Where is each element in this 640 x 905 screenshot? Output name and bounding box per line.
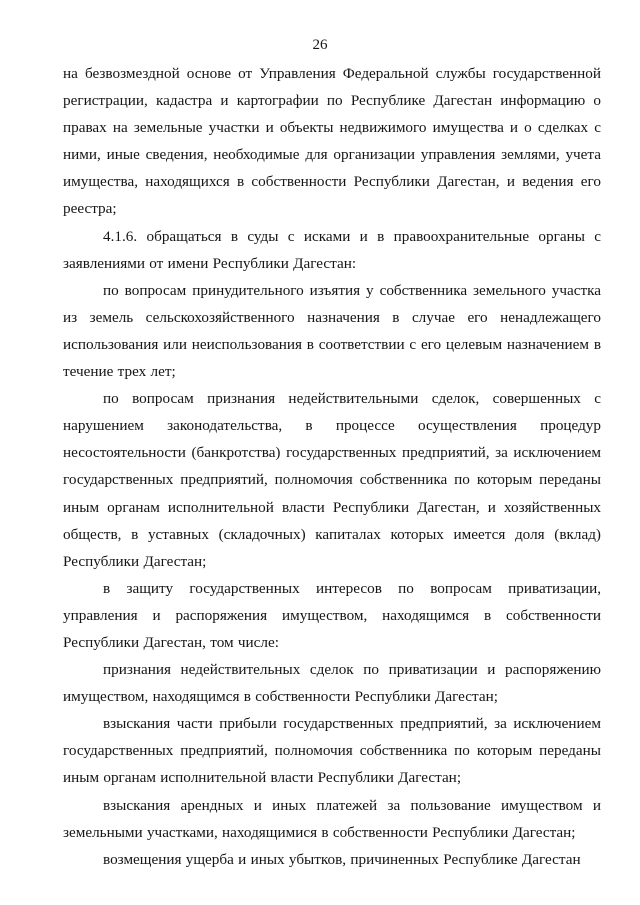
paragraph: на безвозмездной основе от Управления Федеральной службы государственной регистрации, кадастра и картографии по Республике Дагестан информацию о правах на земельные участки и объекты недвижимого имущества и о сделках с ними, иные сведения, необходимые для организации управления землями, учета имущества, находящихся в собственности Республики Дагестан, и ведения его реестра; [63, 65, 601, 218]
paragraph: 4.1.6. обращаться в суды с исками и в правоохранительные органы с заявлениями от имени Республики Дагестан: [63, 227, 601, 272]
paragraph: по вопросам признания недействительными сделок, совершенных с нарушением законодательства, в процессе осуществления процедур несостоятельности (банкротства) государственных предприятий, за исключением государственных предприятий, полномочия собственника по которым переданы иным органам исполнительной власти Республики Дагестан, и хозяйственных обществ, в уставных (складочных) капиталах которых имеется доля (вклад) Республики Дагестан; [63, 390, 601, 570]
paragraph: признания недействительных сделок по приватизации и распоряжению имуществом, находящимся в собственности Республики Дагестан; [63, 661, 601, 706]
paragraph: возмещения ущерба и иных убытков, причиненных Республике Дагестан [103, 850, 581, 868]
document-body [63, 60, 601, 873]
paragraph: взыскания части прибыли государственных предприятий, за исключением государственных предприятий, полномочия собственника по которым переданы иным органам исполнительной власти Республики Дагестан; [63, 715, 601, 787]
paragraph: по вопросам принудительного изъятия у собственника земельного участка из земель сельскохозяйственного назначения в случае его ненадлежащего использования или неиспользования в соответствии с его целевым назначением в течение трех лет; [63, 281, 601, 381]
paragraph: взыскания арендных и иных платежей за пользование имуществом и земельными участками, находящимися в собственности Республики Дагестан; [63, 796, 601, 841]
page-number: 26 [312, 37, 328, 53]
paragraph: в защиту государственных интересов по вопросам приватизации, управления и распоряжения имуществом, находящимся в собственности Республики Дагестан, том числе: [63, 579, 601, 651]
